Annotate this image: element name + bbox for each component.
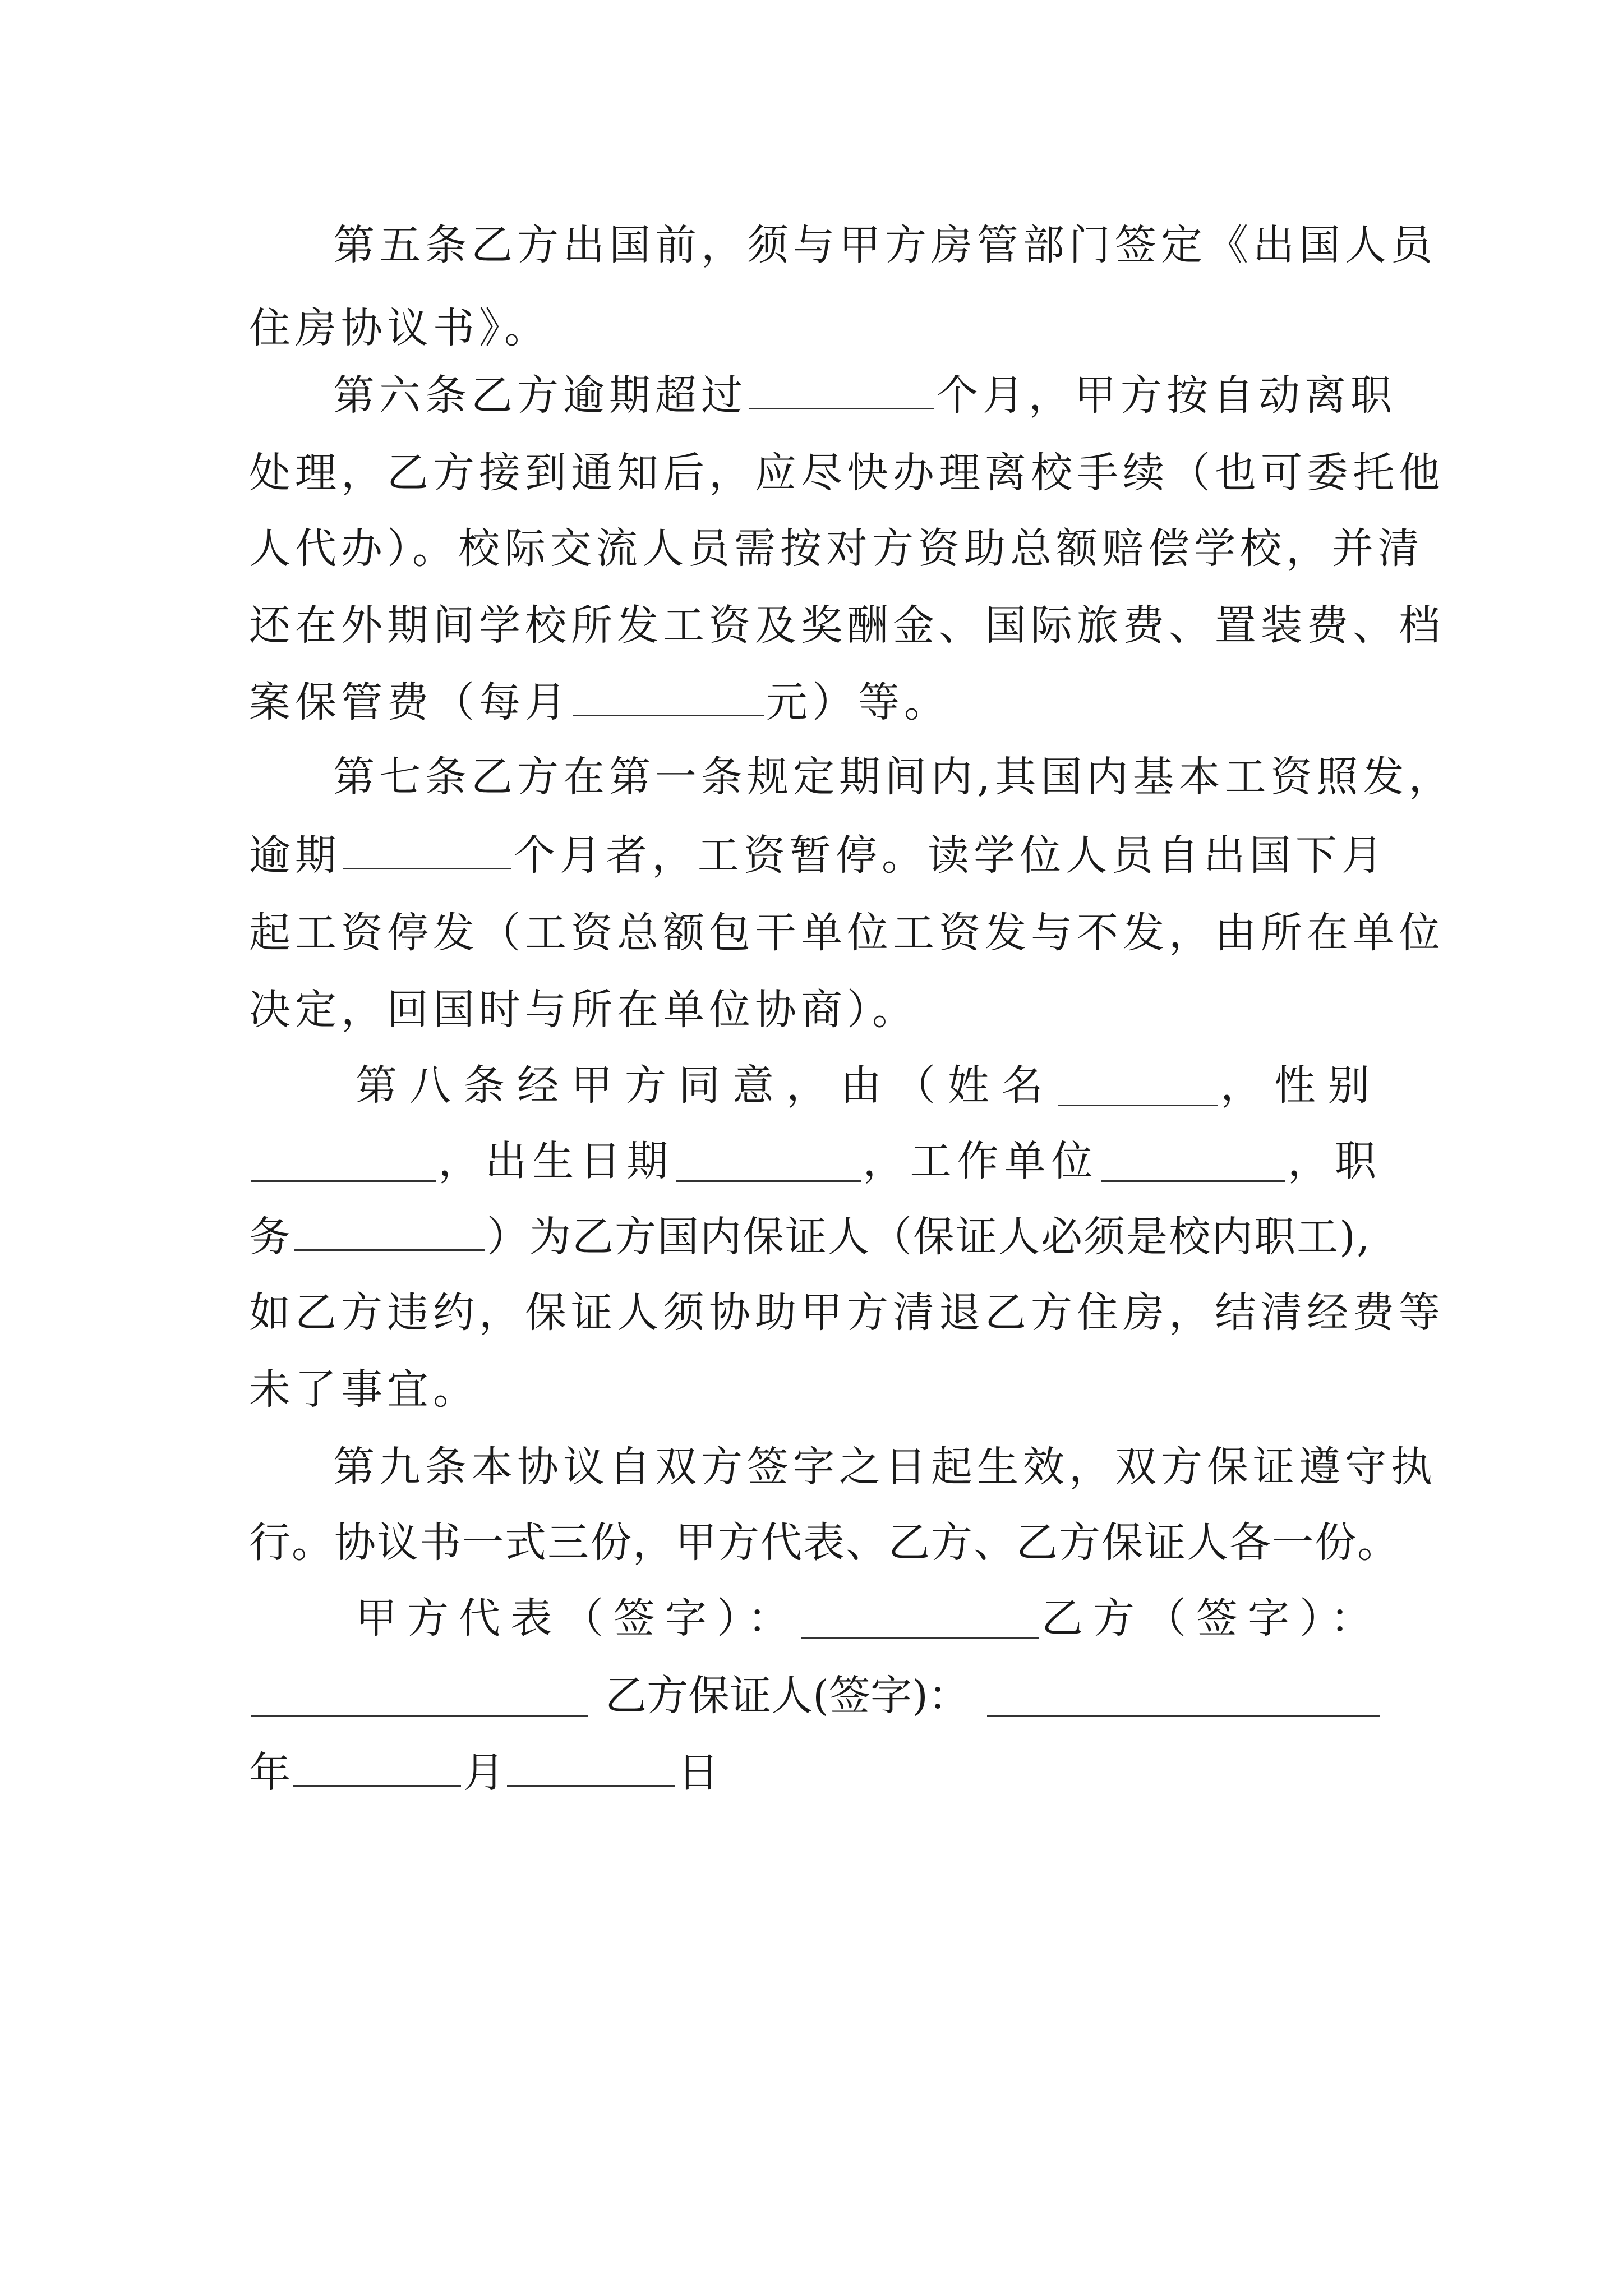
month-blank [293,1746,461,1787]
art6-text-1b: 个月，甲方按自动离职 [937,371,1396,420]
art8-text-1a: 第八条经甲方同意，由（姓名 [356,1061,1055,1110]
art8-text-4: 如乙方违约，保证人须协助甲方清退乙方住房，结清经费等 [249,1289,1445,1337]
months-overdue-blank [749,369,934,409]
day-blank [507,1746,675,1787]
art8-line-3 [249,1195,1382,1279]
art9-text-1: 第九条本协议自双方签字之日起生效，双方保证遵守执 [333,1443,1437,1491]
year-label: 年 [249,1749,291,1797]
date-line [249,1731,1382,1815]
art7-line-4 [249,968,1382,1052]
guarantor-signature-blank [987,1676,1380,1717]
art8-text-3a: 务 [249,1213,292,1261]
art6-text-1a: 第六条乙方逾期超过 [333,371,747,420]
art8-line-1 [249,1043,1382,1128]
art5-line-1 [249,203,1437,287]
art8-text-2c: ，职 [1287,1137,1382,1185]
guarantor-name-blank [1058,1065,1218,1106]
art6-text-3: 人代办）。校际交流人员需按对方资助总额赔偿学校，并清 [249,524,1424,573]
art7-line-2 [249,813,1387,898]
art8-text-2a: ，出生日期 [438,1137,674,1185]
salary-months-blank [343,829,511,869]
party-a-signature-blank [801,1598,1039,1639]
art9-line-2 [249,1501,1400,1585]
art6-line-2 [249,431,1445,515]
art9-text-2: 行。协议书一式三份，甲方代表、乙方、乙方保证人各一份。 [249,1519,1400,1567]
party-b-signature-label: 乙方（签字）： [1041,1594,1382,1642]
art6-line-1 [249,353,1396,438]
art7-text-2b: 个月者，工资暂停。读学位人员自出国下月 [514,831,1387,880]
art6-text-5b: 元）等。 [766,678,950,726]
art5-text-2: 住房协议书》。 [249,304,550,352]
signature-line-1 [249,1576,1382,1660]
art8-line-2 [249,1119,1382,1203]
guarantor-position-blank [294,1210,485,1251]
guarantor-employer-blank [1101,1141,1285,1182]
art6-text-2: 处理，乙方接到通知后，应尽快办理离校手续（也可委托他 [249,449,1445,497]
art6-text-5a: 案保管费（每月 [249,678,571,726]
art9-line-1 [249,1425,1437,1509]
art8-text-1b: ，性别 [1220,1061,1382,1110]
art7-text-2a: 逾期 [249,831,341,880]
party-a-signature-label: 甲方代表（签字）： [356,1594,799,1642]
art8-text-3b: ）为乙方国内保证人（保证人必须是校内职工), [487,1213,1371,1261]
art8-text-5: 未了事宜。 [249,1365,479,1414]
art6-text-4: 还在外期间学校所发工资及奖酬金、国际旅费、置装费、档 [249,601,1445,650]
day-label: 日 [677,1749,719,1797]
art7-text-4: 决定，回国时与所在单位协商）。 [249,986,918,1034]
art8-line-5 [249,1347,1382,1432]
art5-text-1: 第五条乙方出国前，须与甲方房管部门签定《出国人员 [333,221,1437,269]
art6-line-5 [249,660,1382,744]
guarantor-signature-label: 乙方保证人(签字)： [605,1672,970,1720]
party-b-signature-blank [251,1676,588,1717]
art7-line-1 [249,735,1455,819]
signature-line-2 [249,1654,1382,1738]
guarantor-birthdate-blank [676,1141,860,1182]
art6-line-4 [249,583,1445,668]
month-label: 月 [463,1749,505,1797]
monthly-fee-blank [573,675,764,716]
art7-text-1: 第七条乙方在第一条规定期间内,其国内基本工资照发， [333,753,1455,801]
guarantor-gender-blank [251,1141,436,1182]
art8-line-4 [249,1271,1445,1355]
art8-text-2b: ，工作单位 [863,1137,1099,1185]
art7-line-3 [249,891,1445,975]
art7-text-3: 起工资停发（工资总额包干单位工资发与不发，由所在单位 [249,909,1445,957]
art6-line-3 [249,507,1424,591]
